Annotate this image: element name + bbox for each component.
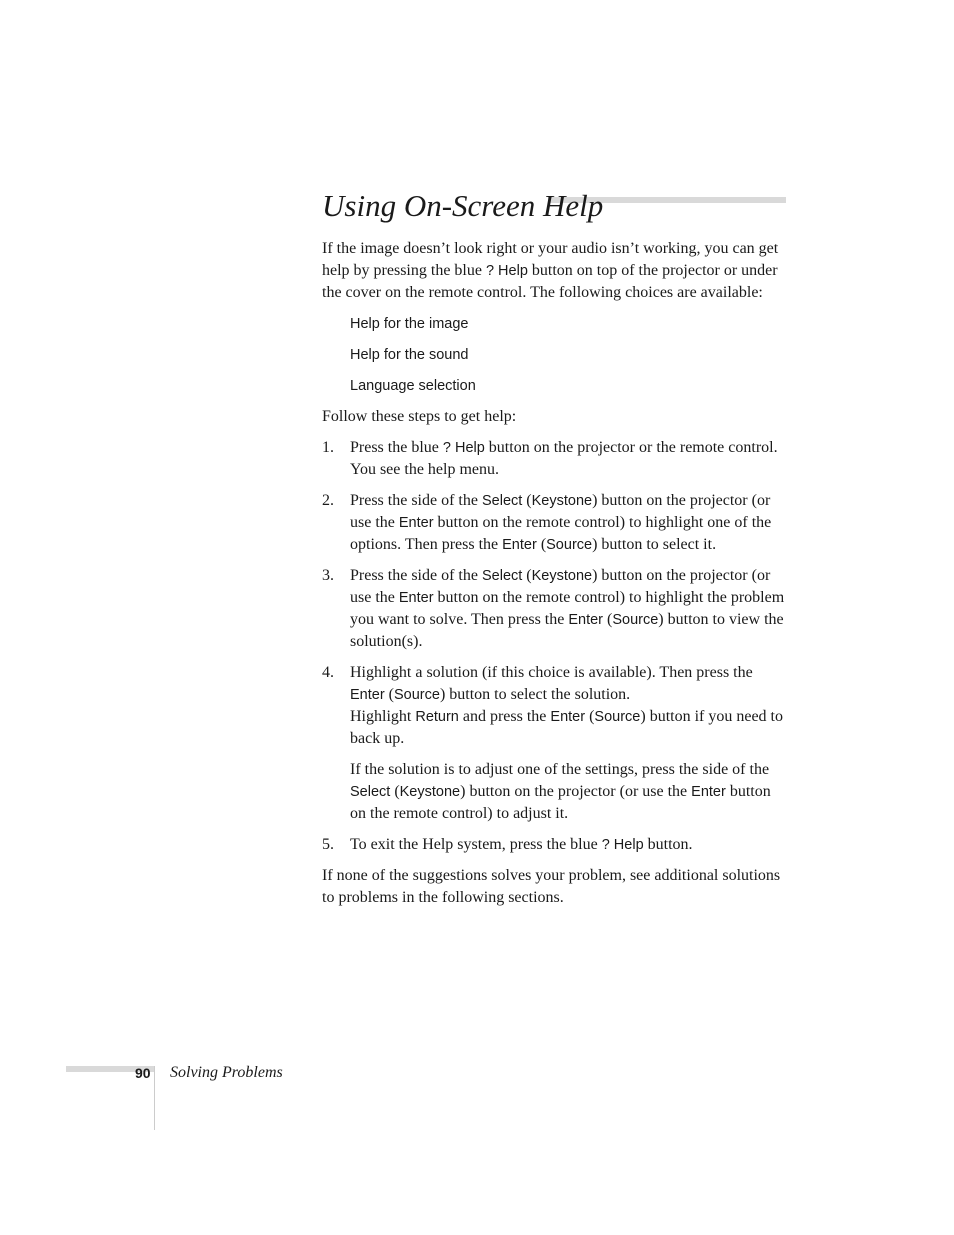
key-name: Enter (398, 590, 434, 606)
key-name: Enter (350, 687, 385, 703)
step-text: ) button to select the solution. (439, 686, 631, 703)
step-text: ( (390, 783, 400, 800)
step-number: 1. (322, 439, 334, 456)
step-text: and press the (458, 708, 551, 725)
page-number: 90 (135, 1065, 151, 1081)
step-text: button on the remote control) to adjust it. (350, 783, 771, 822)
step-text: ( (585, 708, 595, 725)
step-text: Highlight a solution (if this choice is available). Then press the (350, 664, 753, 681)
key-name: Enter (568, 612, 604, 628)
intro-text: If the image doesn’t look right or your audio isn’t working, you can get help by pressing the blue (322, 240, 779, 279)
step-5 (322, 834, 788, 856)
steps-list (322, 437, 788, 856)
key-name: ? Help (442, 440, 485, 456)
key-name: Enter (502, 537, 537, 553)
step-text: ) button to view the solution(s). (350, 611, 784, 650)
step-number: 5. (322, 836, 334, 853)
key-name: Source (394, 687, 440, 703)
key-name: Source (594, 709, 641, 725)
step-number: 4. (322, 664, 334, 681)
key-name: Keystone (531, 493, 593, 509)
step-text: button on the remote control) to highlight the problem you want to solve. Then press the (350, 589, 785, 628)
steps-intro: Follow these steps to get help: (322, 408, 517, 425)
key-name: Enter (691, 784, 726, 800)
step-text: ( (522, 567, 532, 584)
step-4-note-adjust (350, 759, 788, 825)
step-text: Highlight (350, 708, 416, 725)
step-text: ) button if you need to back up. (350, 708, 783, 747)
step-text: button on the remote control) to highlight one of the options. Then press the (350, 514, 772, 553)
step-2 (322, 490, 788, 556)
key-name: Select (350, 784, 391, 800)
choice-language-selection: Language selection (350, 378, 476, 394)
footer-divider (154, 1066, 155, 1130)
step-number: 3. (322, 567, 334, 584)
intro-text-2: button on top of the projector or under the cover on the remote control. The following choices are available: (322, 262, 778, 301)
step-3 (322, 565, 788, 653)
step-number: 2. (322, 492, 334, 509)
step-text: ( (522, 492, 532, 509)
section-name: Solving Problems (170, 1064, 283, 1081)
key-name: Source (612, 612, 659, 628)
help-button-name: ? Help (485, 263, 528, 279)
step-1 (322, 437, 788, 481)
key-name: Select (481, 568, 523, 584)
key-name: Select (481, 493, 523, 509)
step-text: button. (643, 836, 693, 853)
step-text: ) button on the projector (or use the (460, 783, 692, 800)
key-name: Keystone (531, 568, 593, 584)
step-text: To exit the Help system, press the blue (350, 836, 602, 853)
step-text: ) button on the projector (or use the (350, 567, 771, 606)
key-name: Enter (550, 709, 586, 725)
key-name: Enter (398, 515, 434, 531)
step-text: Press the side of the (350, 492, 482, 509)
intro-paragraph (322, 238, 788, 304)
step-4-note-back-up (350, 706, 788, 750)
step-text: ( (603, 611, 613, 628)
step-text: button on the projector or the remote control. You see the help menu. (350, 439, 778, 478)
body-content (322, 238, 788, 918)
step-text: ) button to select it. (592, 536, 717, 553)
step-text: ( (536, 536, 547, 553)
step-text: ) button on the projector (or use the (350, 492, 771, 531)
key-name: Keystone (399, 784, 461, 800)
closing-paragraph: If none of the suggestions solves your problem, see additional solutions to problems in the following sections. (322, 867, 781, 906)
help-choices-list (322, 313, 788, 397)
key-name: Source (546, 537, 593, 553)
choice-help-sound: Help for the sound (350, 347, 469, 363)
step-text: Press the blue (350, 439, 443, 456)
page-title: Using On-Screen Help (322, 188, 604, 223)
choice-help-image: Help for the image (350, 316, 469, 332)
key-name: ? Help (601, 837, 644, 853)
step-text: Press the side of the (350, 567, 482, 584)
step-4 (322, 662, 788, 825)
step-text: ( (384, 686, 394, 703)
key-name: Return (415, 709, 459, 725)
step-text: If the solution is to adjust one of the settings, press the side of the (350, 761, 770, 778)
